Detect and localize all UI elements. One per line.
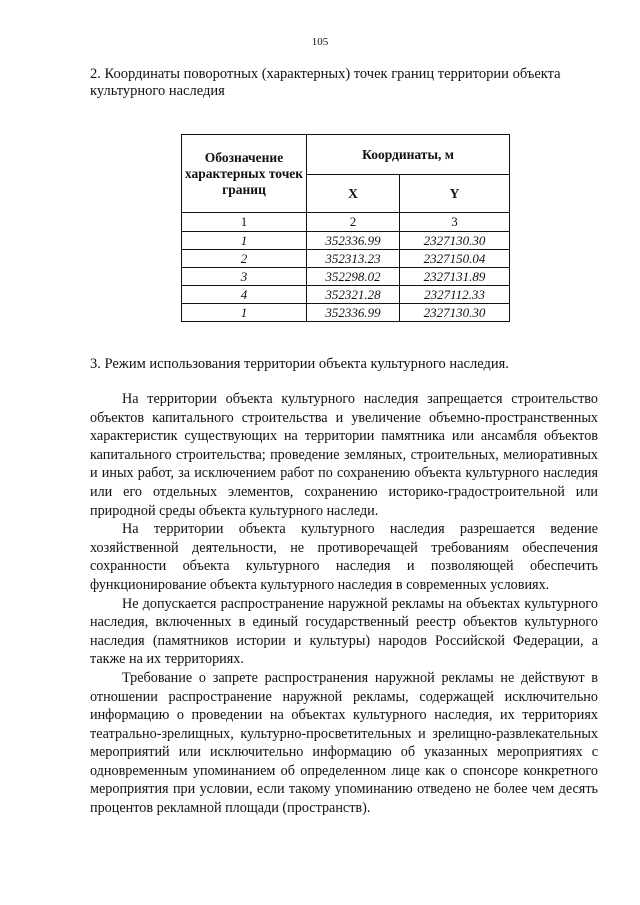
- section-3-heading: 3. Режим использования территории объекта культурного наследия.: [90, 356, 509, 372]
- table-row: [182, 304, 510, 322]
- header-x: X: [307, 175, 400, 213]
- column-number: 3: [400, 213, 510, 232]
- section-3-body: [90, 390, 598, 818]
- table-row: [182, 232, 510, 250]
- section-2-heading: 2. Координаты поворотных (характерных) точек границ территории объекта культурного наследия: [90, 66, 561, 99]
- y-cell: 2327131.89: [400, 268, 510, 286]
- paragraph: Не допускается распространение наружной рекламы на объектах культурного наследия, включенных в единый государственный реестр объектов культурного наследия (памятников истории и культуры) народов Российской Федерации, а также на их территориях.: [90, 595, 598, 668]
- column-number: 1: [182, 213, 307, 232]
- x-cell: 352321.28: [307, 286, 400, 304]
- y-cell: 2327150.04: [400, 250, 510, 268]
- y-cell: 2327130.30: [400, 304, 510, 322]
- x-cell: 352313.23: [307, 250, 400, 268]
- paragraph: Требование о запрете распространения наружной рекламы не действуют в отношении распространение наружной рекламы, содержащей исключительно информацию о проведении на объектах культурного наследия, их территориях театрально-зрелищных, культурно-просветительных и зрелищно-развлекательных мероприятий или исключительно информацию об указанных мероприятиях с одновременным упоминанием об определенном лице как о спонсоре конкретного мероприятия при условии, если такому упоминанию отведено не более чем десять процентов рекламной площади (пространств).: [90, 669, 598, 817]
- table-row: [182, 286, 510, 304]
- header-coordinates: Координаты, м: [307, 135, 510, 175]
- point-cell: 4: [182, 286, 307, 304]
- point-cell: 1: [182, 232, 307, 250]
- paragraph: На территории объекта культурного наследия запрещается строительство объектов капитального строительства и увеличение объемно-пространственных характеристик существующих на территории памятника или ансамбля объектов капитального строительства; проведение земляных, строительных, мелиоративных и иных работ, за исключением работ по сохранению объекта культурного наследия или его отдельных элементов, сохранению историко-градостроительной или природной среды объекта культурного наследи.: [90, 391, 598, 519]
- page-number: 105: [311, 36, 329, 48]
- table-row: [182, 268, 510, 286]
- column-number-row: [182, 213, 510, 232]
- point-cell: 3: [182, 268, 307, 286]
- header-y: Y: [400, 175, 510, 213]
- table-row: [182, 250, 510, 268]
- point-cell: 1: [182, 304, 307, 322]
- x-cell: 352298.02: [307, 268, 400, 286]
- point-cell: 2: [182, 250, 307, 268]
- x-cell: 352336.99: [307, 304, 400, 322]
- y-cell: 2327130.30: [400, 232, 510, 250]
- coordinates-table: [181, 134, 510, 322]
- y-cell: 2327112.33: [400, 286, 510, 304]
- x-cell: 352336.99: [307, 232, 400, 250]
- header-point-designation: Обозначение характерных точек границ: [182, 135, 307, 213]
- paragraph: На территории объекта культурного наследия разрешается ведение хозяйственной деятельности, не противоречащей требованиям обеспечения сохранности объекта культурного наследия и позволяющей обеспечить функционирование объекта культурного наследия в современных условиях.: [90, 521, 598, 593]
- column-number: 2: [307, 213, 400, 232]
